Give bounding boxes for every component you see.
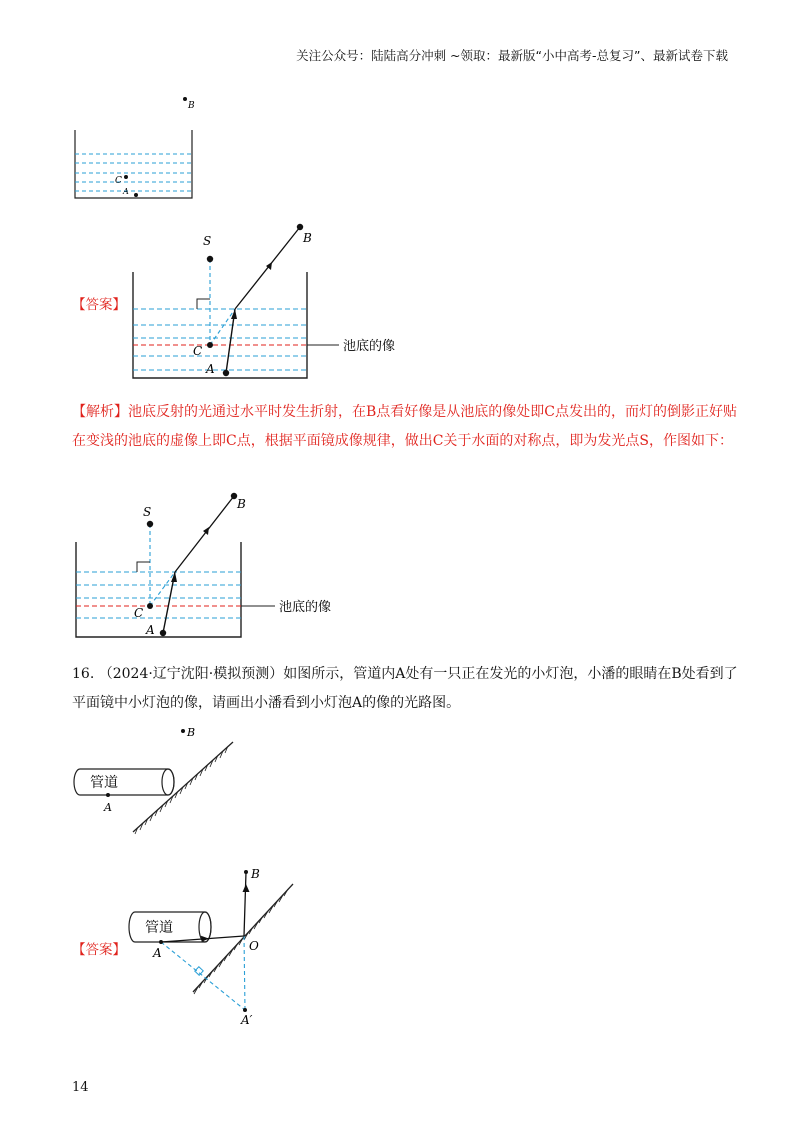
label-a: A bbox=[123, 187, 129, 196]
point-a bbox=[223, 370, 229, 376]
label-a: A bbox=[153, 946, 162, 960]
pipe bbox=[74, 769, 174, 795]
point-a-prime bbox=[243, 1008, 247, 1012]
label-b: B bbox=[303, 231, 312, 245]
tank-outline bbox=[75, 130, 192, 198]
figure-pool-question bbox=[60, 90, 210, 210]
page-header: 关注公众号：陆陆高分冲刺 ~领取：最新版“小中高考-总复习”、最新试卷下载 bbox=[296, 48, 728, 63]
point-c bbox=[207, 342, 213, 348]
point-s bbox=[207, 256, 213, 262]
analysis-text: 池底反射的光通过水平时发生折射，在B点看好像是从池底的像处即C点发出的，而灯的倒影正好贴在变浅的池底的虚像上即C点，根据平面镜成像规律，做出C关于水面的对称点，即为发光点S，作图如下： bbox=[72, 404, 737, 449]
point-c bbox=[124, 175, 128, 179]
label-a: A bbox=[104, 801, 112, 814]
point-c bbox=[147, 603, 153, 609]
point-a bbox=[106, 793, 110, 797]
figure-pipe-question bbox=[68, 722, 248, 847]
label-s: S bbox=[143, 505, 152, 519]
answer-tag-2: 【答案】 bbox=[72, 942, 126, 958]
point-b bbox=[181, 729, 185, 733]
analysis-tag: 【解析】 bbox=[72, 404, 128, 420]
label-c: C bbox=[134, 606, 144, 620]
label-a-prime: A′ bbox=[241, 1013, 253, 1027]
point-a bbox=[159, 940, 163, 944]
label-pipe: 管道 bbox=[90, 775, 118, 791]
label-pipe: 管道 bbox=[145, 920, 173, 936]
question-text: 如图所示，管道内A处有一只正在发光的小灯泡，小潘的眼睛在B处看到了平面镜中小灯泡的像，请画出小潘看到小灯泡A的像的光路图。 bbox=[72, 666, 738, 711]
figure-pipe-answer bbox=[125, 862, 325, 1027]
point-b bbox=[183, 97, 187, 101]
label-s: S bbox=[203, 234, 212, 248]
label-o: O bbox=[249, 939, 259, 953]
analysis-paragraph bbox=[72, 398, 738, 456]
point-a bbox=[134, 193, 138, 197]
label-b: B bbox=[251, 867, 260, 881]
label-a: A bbox=[146, 623, 155, 637]
label-image: 池底的像 bbox=[279, 600, 332, 615]
point-s bbox=[147, 521, 153, 527]
label-b: B bbox=[188, 101, 195, 111]
question-source: （2024·辽宁沈阳·模拟预测） bbox=[98, 666, 284, 682]
answer-tag-1: 【答案】 bbox=[72, 297, 126, 313]
label-c: C bbox=[193, 344, 203, 358]
label-b: B bbox=[187, 726, 196, 739]
point-b bbox=[297, 224, 303, 230]
question-number: 16. bbox=[72, 666, 95, 682]
label-image: 池底的像 bbox=[343, 339, 396, 354]
figure-pool-solution bbox=[68, 490, 368, 640]
label-a: A bbox=[206, 362, 215, 376]
label-c: C bbox=[115, 176, 122, 186]
point-b bbox=[244, 870, 248, 874]
question-16 bbox=[72, 660, 738, 718]
figure-pool-answer bbox=[125, 215, 425, 385]
tank-outline bbox=[76, 542, 241, 637]
page-number: 14 bbox=[72, 1080, 89, 1095]
point-a bbox=[160, 630, 166, 636]
label-b: B bbox=[237, 497, 246, 511]
